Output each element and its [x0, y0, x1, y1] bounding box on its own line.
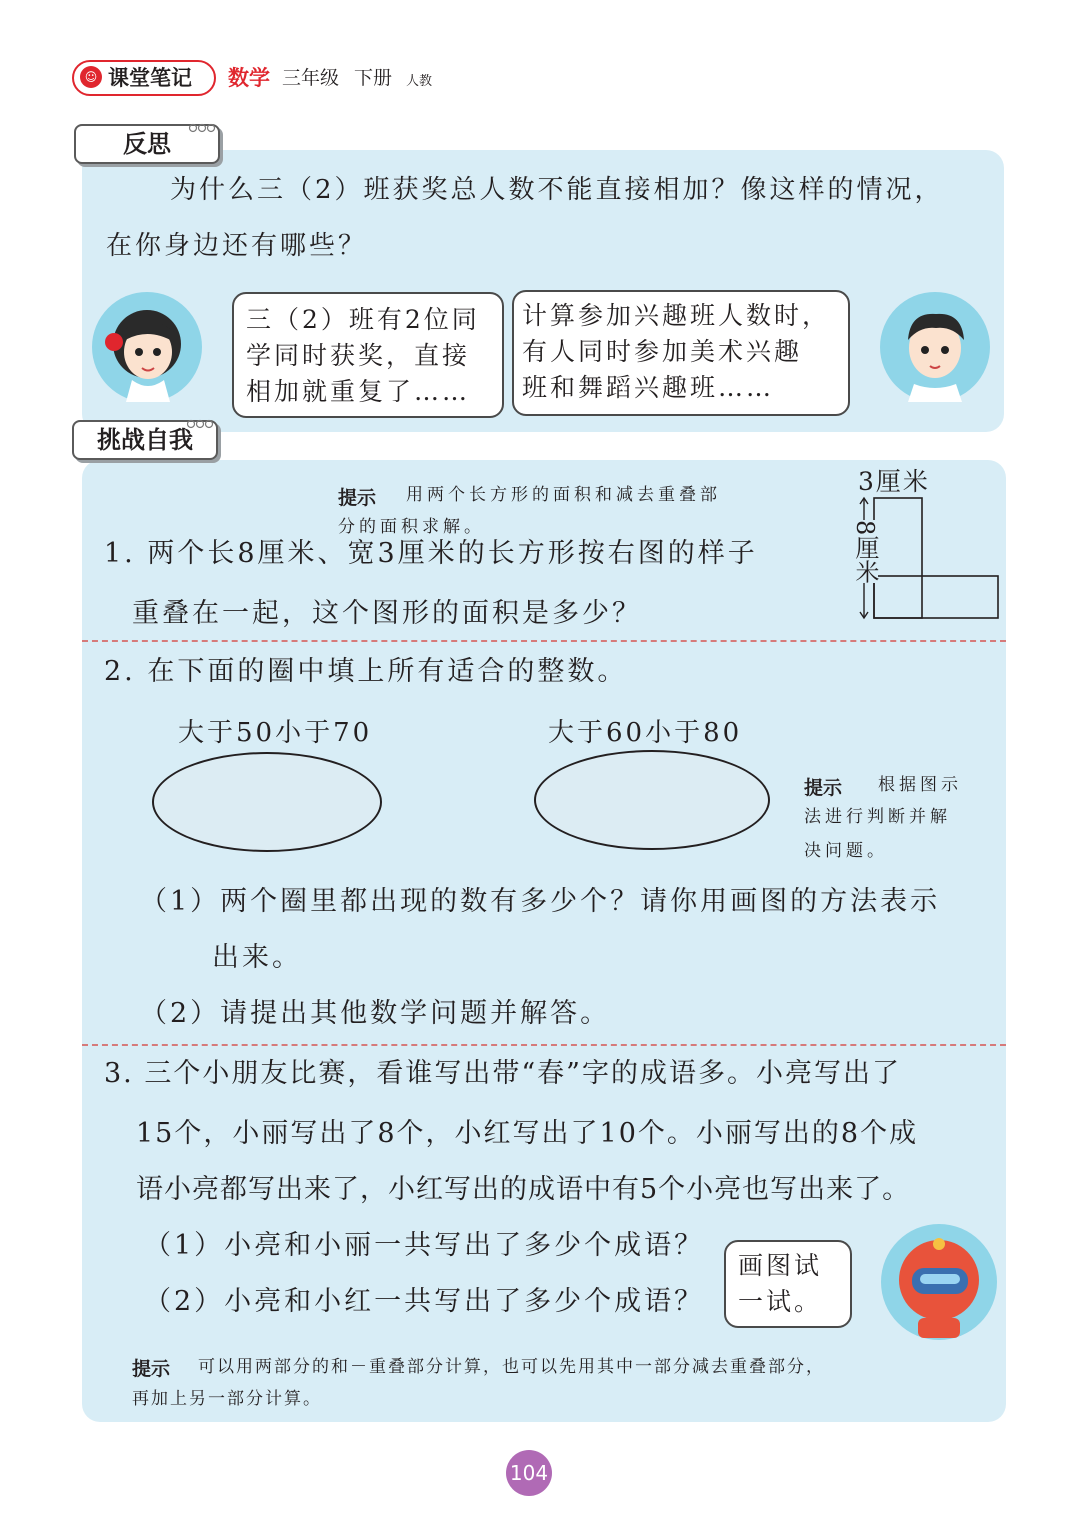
reflect-question-line1: 为什么三（2）班获奖总人数不能直接相加？像这样的情况， — [170, 175, 944, 205]
q2-sub1-line1: （1）两个圈里都出现的数有多少个？请你用画图的方法表示 — [140, 886, 941, 917]
q3-line1: 3. 三个小朋友比赛，看谁写出带“春”字的成语多。小亮写出了 — [104, 1058, 901, 1089]
boy-icon — [880, 292, 990, 402]
set-a-label: 大于50小于70 — [178, 718, 373, 748]
boy-bubble-line: 计算参加兴趣班人数时， — [522, 301, 831, 330]
page-number: 104 — [506, 1450, 552, 1496]
q3-hint-line2: 再加上另一部分计算。 — [132, 1389, 322, 1409]
reflect-tab-label: 反思 — [123, 130, 171, 158]
q2-hint-line2: 法进行判断并解 — [804, 807, 951, 827]
set-b-label: 大于60小于80 — [548, 718, 743, 748]
q3-hint-label: 提示 — [132, 1358, 171, 1380]
subject-label: 数学 — [228, 66, 270, 90]
q3-hint-line1: 可以用两部分的和－重叠部分计算，也可以先用其中一部分减去重叠部分， — [198, 1357, 825, 1377]
girl-avatar — [92, 292, 202, 402]
q1-line2: 重叠在一起，这个图形的面积是多少？ — [132, 598, 642, 629]
q1-hint-line2: 分的面积求解。 — [338, 517, 485, 537]
notebook-badge — [72, 60, 216, 96]
term-label: 下册 — [354, 67, 393, 89]
boy-speech-bubble — [512, 290, 850, 416]
q2-hint-line3: 决问题。 — [804, 841, 888, 861]
q2-sub2: （2）请提出其他数学问题并解答。 — [140, 998, 611, 1029]
q3-line3: 语小亮都写出来了，小红写出的成语中有5个小亮也写出来了。 — [136, 1174, 911, 1205]
robot-speech-bubble — [724, 1240, 852, 1328]
robot-icon — [878, 1222, 1000, 1342]
girl-speech-bubble — [232, 292, 504, 418]
q3-sub2: （2）小亮和小红一共写出了多少个成语？ — [144, 1286, 705, 1317]
challenge-tab-label: 挑战自我 — [97, 426, 193, 454]
q1-hint-label: 提示 — [338, 487, 377, 509]
girl-bubble-line: 三（2）班有2位同 — [246, 305, 480, 334]
q2-line1: 2. 在下面的圈中填上所有适合的整数。 — [104, 656, 628, 687]
robot-bubble-line: 一试。 — [738, 1287, 823, 1316]
boy-avatar — [880, 292, 990, 402]
q2-hint-line1: 根据图示 — [878, 775, 962, 795]
set-a-circle[interactable] — [152, 752, 382, 852]
q2-hint-label: 提示 — [804, 777, 843, 799]
horizontal-rectangle — [874, 576, 998, 618]
notebook-title: 课堂笔记 — [108, 66, 192, 90]
q1-line1: 1. 两个长8厘米、宽3厘米的长方形按右图的样子 — [104, 538, 758, 569]
tab-rings-icon — [186, 414, 216, 424]
boy-bubble-line: 有人同时参加美术兴趣 — [522, 337, 803, 366]
girl-icon — [92, 292, 202, 402]
fig-height-label: 8厘米 — [851, 520, 879, 584]
boy-bubble-line: 班和舞蹈兴趣班…… — [522, 373, 775, 402]
grade-label: 三年级 — [282, 67, 340, 89]
girl-bubble-line: 相加就重复了…… — [246, 377, 471, 406]
q3-sub1: （1）小亮和小丽一共写出了多少个成语？ — [144, 1230, 705, 1261]
robot-bubble-line: 画图试 — [738, 1251, 823, 1280]
divider — [82, 1044, 1006, 1046]
vertical-rectangle — [874, 498, 922, 618]
divider — [82, 640, 1006, 642]
tab-rings-icon — [188, 118, 218, 128]
publisher-label: 人教 — [406, 74, 433, 89]
girl-bubble-line: 学同时获奖，直接 — [246, 341, 471, 370]
smile-icon: ☺ — [80, 66, 102, 88]
fig-width-label: 3厘米 — [858, 467, 930, 496]
set-b-circle[interactable] — [534, 750, 770, 850]
q3-line2: 15个，小丽写出了8个，小红写出了10个。小丽写出的8个成 — [136, 1118, 919, 1149]
reflect-question-line2: 在你身边还有哪些？ — [106, 231, 368, 261]
q1-hint-line1: 用两个长方形的面积和减去重叠部 — [406, 485, 721, 505]
q2-sub1-line2: 出来。 — [212, 942, 302, 973]
